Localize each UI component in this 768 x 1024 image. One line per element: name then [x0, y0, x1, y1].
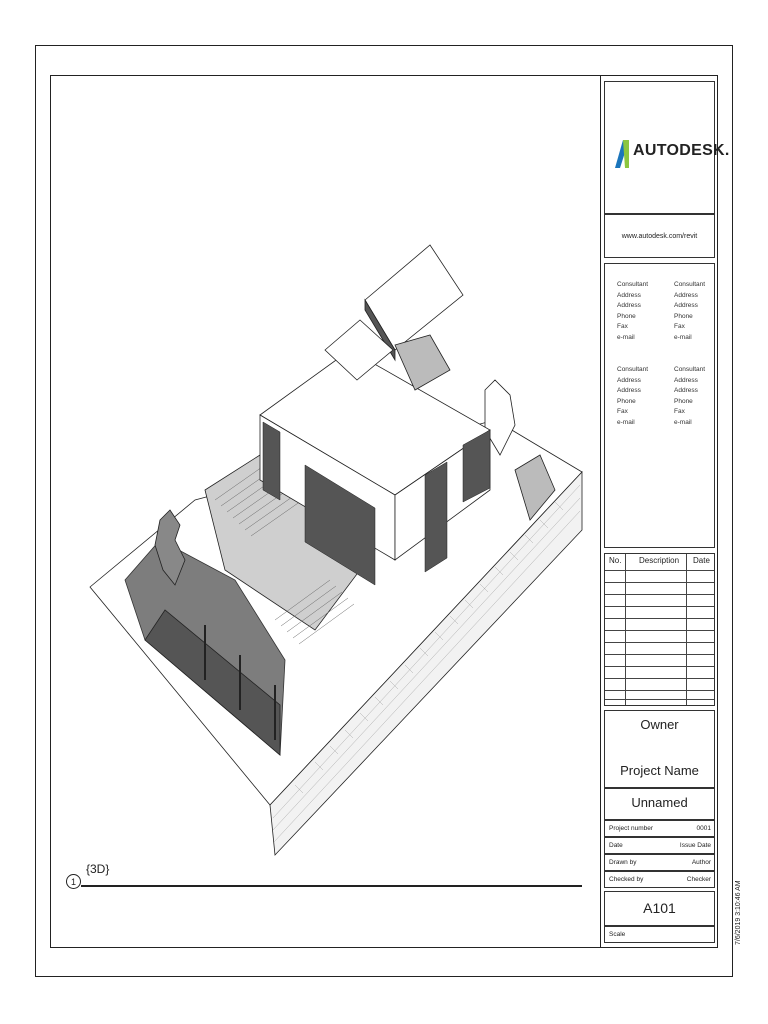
address-label: Address: [674, 302, 698, 309]
email-label: e-mail: [674, 333, 692, 341]
drawn-by-value: Author: [691, 859, 711, 866]
fax-label: Fax: [617, 408, 628, 415]
revision-row-line: [605, 618, 714, 619]
drawn-by-label: Drawn by: [609, 859, 637, 866]
revision-row-line: [605, 678, 714, 679]
revision-date-header: Date: [693, 556, 710, 565]
date-row: [604, 837, 715, 854]
consultant-label: Consultant: [674, 281, 706, 288]
consultant-block: [617, 280, 648, 343]
revision-row-line: [605, 642, 714, 643]
sheet-name-panel: [604, 788, 715, 820]
revision-no-header: No.: [609, 556, 622, 565]
revision-description-header: Description: [639, 556, 680, 565]
phone-label: Phone: [617, 312, 636, 320]
view-title: {3D}: [86, 862, 110, 876]
consultant-block: [674, 365, 705, 428]
checked-by-row: [604, 871, 715, 888]
scale-label: Scale: [609, 931, 626, 938]
project-name-text: Project Name: [620, 763, 699, 778]
revision-row-line: [605, 666, 714, 667]
fax-label: Fax: [674, 408, 685, 415]
fax-label: Fax: [617, 323, 628, 330]
autodesk-logo-icon: [613, 138, 629, 168]
print-timestamp: 7/6/2019 3:10:46 AM: [735, 880, 742, 945]
fax-label: Fax: [674, 323, 685, 330]
consultants-panel: [604, 263, 715, 548]
address-label: Address: [674, 291, 698, 299]
revision-row-line: [605, 690, 714, 691]
revision-row-line: [605, 582, 714, 583]
revision-header: [605, 554, 714, 570]
project-number-label: Project number: [609, 825, 654, 832]
sheet-number: A101: [643, 900, 676, 916]
date-label: Date: [609, 842, 623, 849]
project-number-value: 0001: [696, 825, 711, 832]
consultant-label: Consultant: [617, 281, 649, 288]
date-value: Issue Date: [679, 842, 711, 849]
address-label: Address: [674, 376, 698, 384]
3d-isometric-drawing: [85, 240, 595, 860]
consultant-label: Consultant: [617, 366, 649, 373]
address-label: Address: [617, 387, 641, 394]
owner-text: Owner: [640, 717, 679, 732]
revision-table: [604, 553, 715, 706]
scale-row: [604, 926, 715, 943]
view-title-line: [81, 885, 582, 887]
project-number-row: [604, 820, 715, 837]
phone-label: Phone: [674, 312, 693, 320]
phone-label: Phone: [674, 397, 693, 405]
sheet-name-text: Unnamed: [631, 795, 688, 810]
owner-panel: [604, 710, 715, 788]
consultant-label: Consultant: [674, 366, 706, 373]
titleblock-divider: [600, 75, 601, 948]
revision-row-line: [605, 594, 714, 595]
consultant-block: [617, 365, 648, 428]
sheet-number-panel: [604, 891, 715, 926]
drawn-by-row: [604, 854, 715, 871]
address-label: Address: [617, 376, 641, 384]
website-panel: [604, 214, 715, 258]
revision-row-line: [605, 570, 714, 571]
checked-by-value: Checker: [686, 876, 711, 883]
phone-label: Phone: [617, 397, 636, 405]
revision-row-line: [605, 630, 714, 631]
email-label: e-mail: [617, 333, 635, 341]
email-label: e-mail: [617, 418, 635, 426]
revision-row-line: [605, 654, 714, 655]
website-url: www.autodesk.com/revit: [621, 232, 698, 240]
view-number-circle: 1: [66, 874, 81, 889]
logo-panel: [604, 81, 730, 214]
consultant-block: [674, 280, 705, 343]
revision-row-line: [605, 699, 714, 700]
address-label: Address: [674, 387, 698, 394]
checked-by-label: Checked by: [609, 876, 644, 883]
address-label: Address: [617, 302, 641, 309]
address-label: Address: [617, 291, 641, 299]
logo-text: AUTODESK.: [633, 142, 730, 159]
revision-row-line: [605, 606, 714, 607]
email-label: e-mail: [674, 418, 692, 426]
